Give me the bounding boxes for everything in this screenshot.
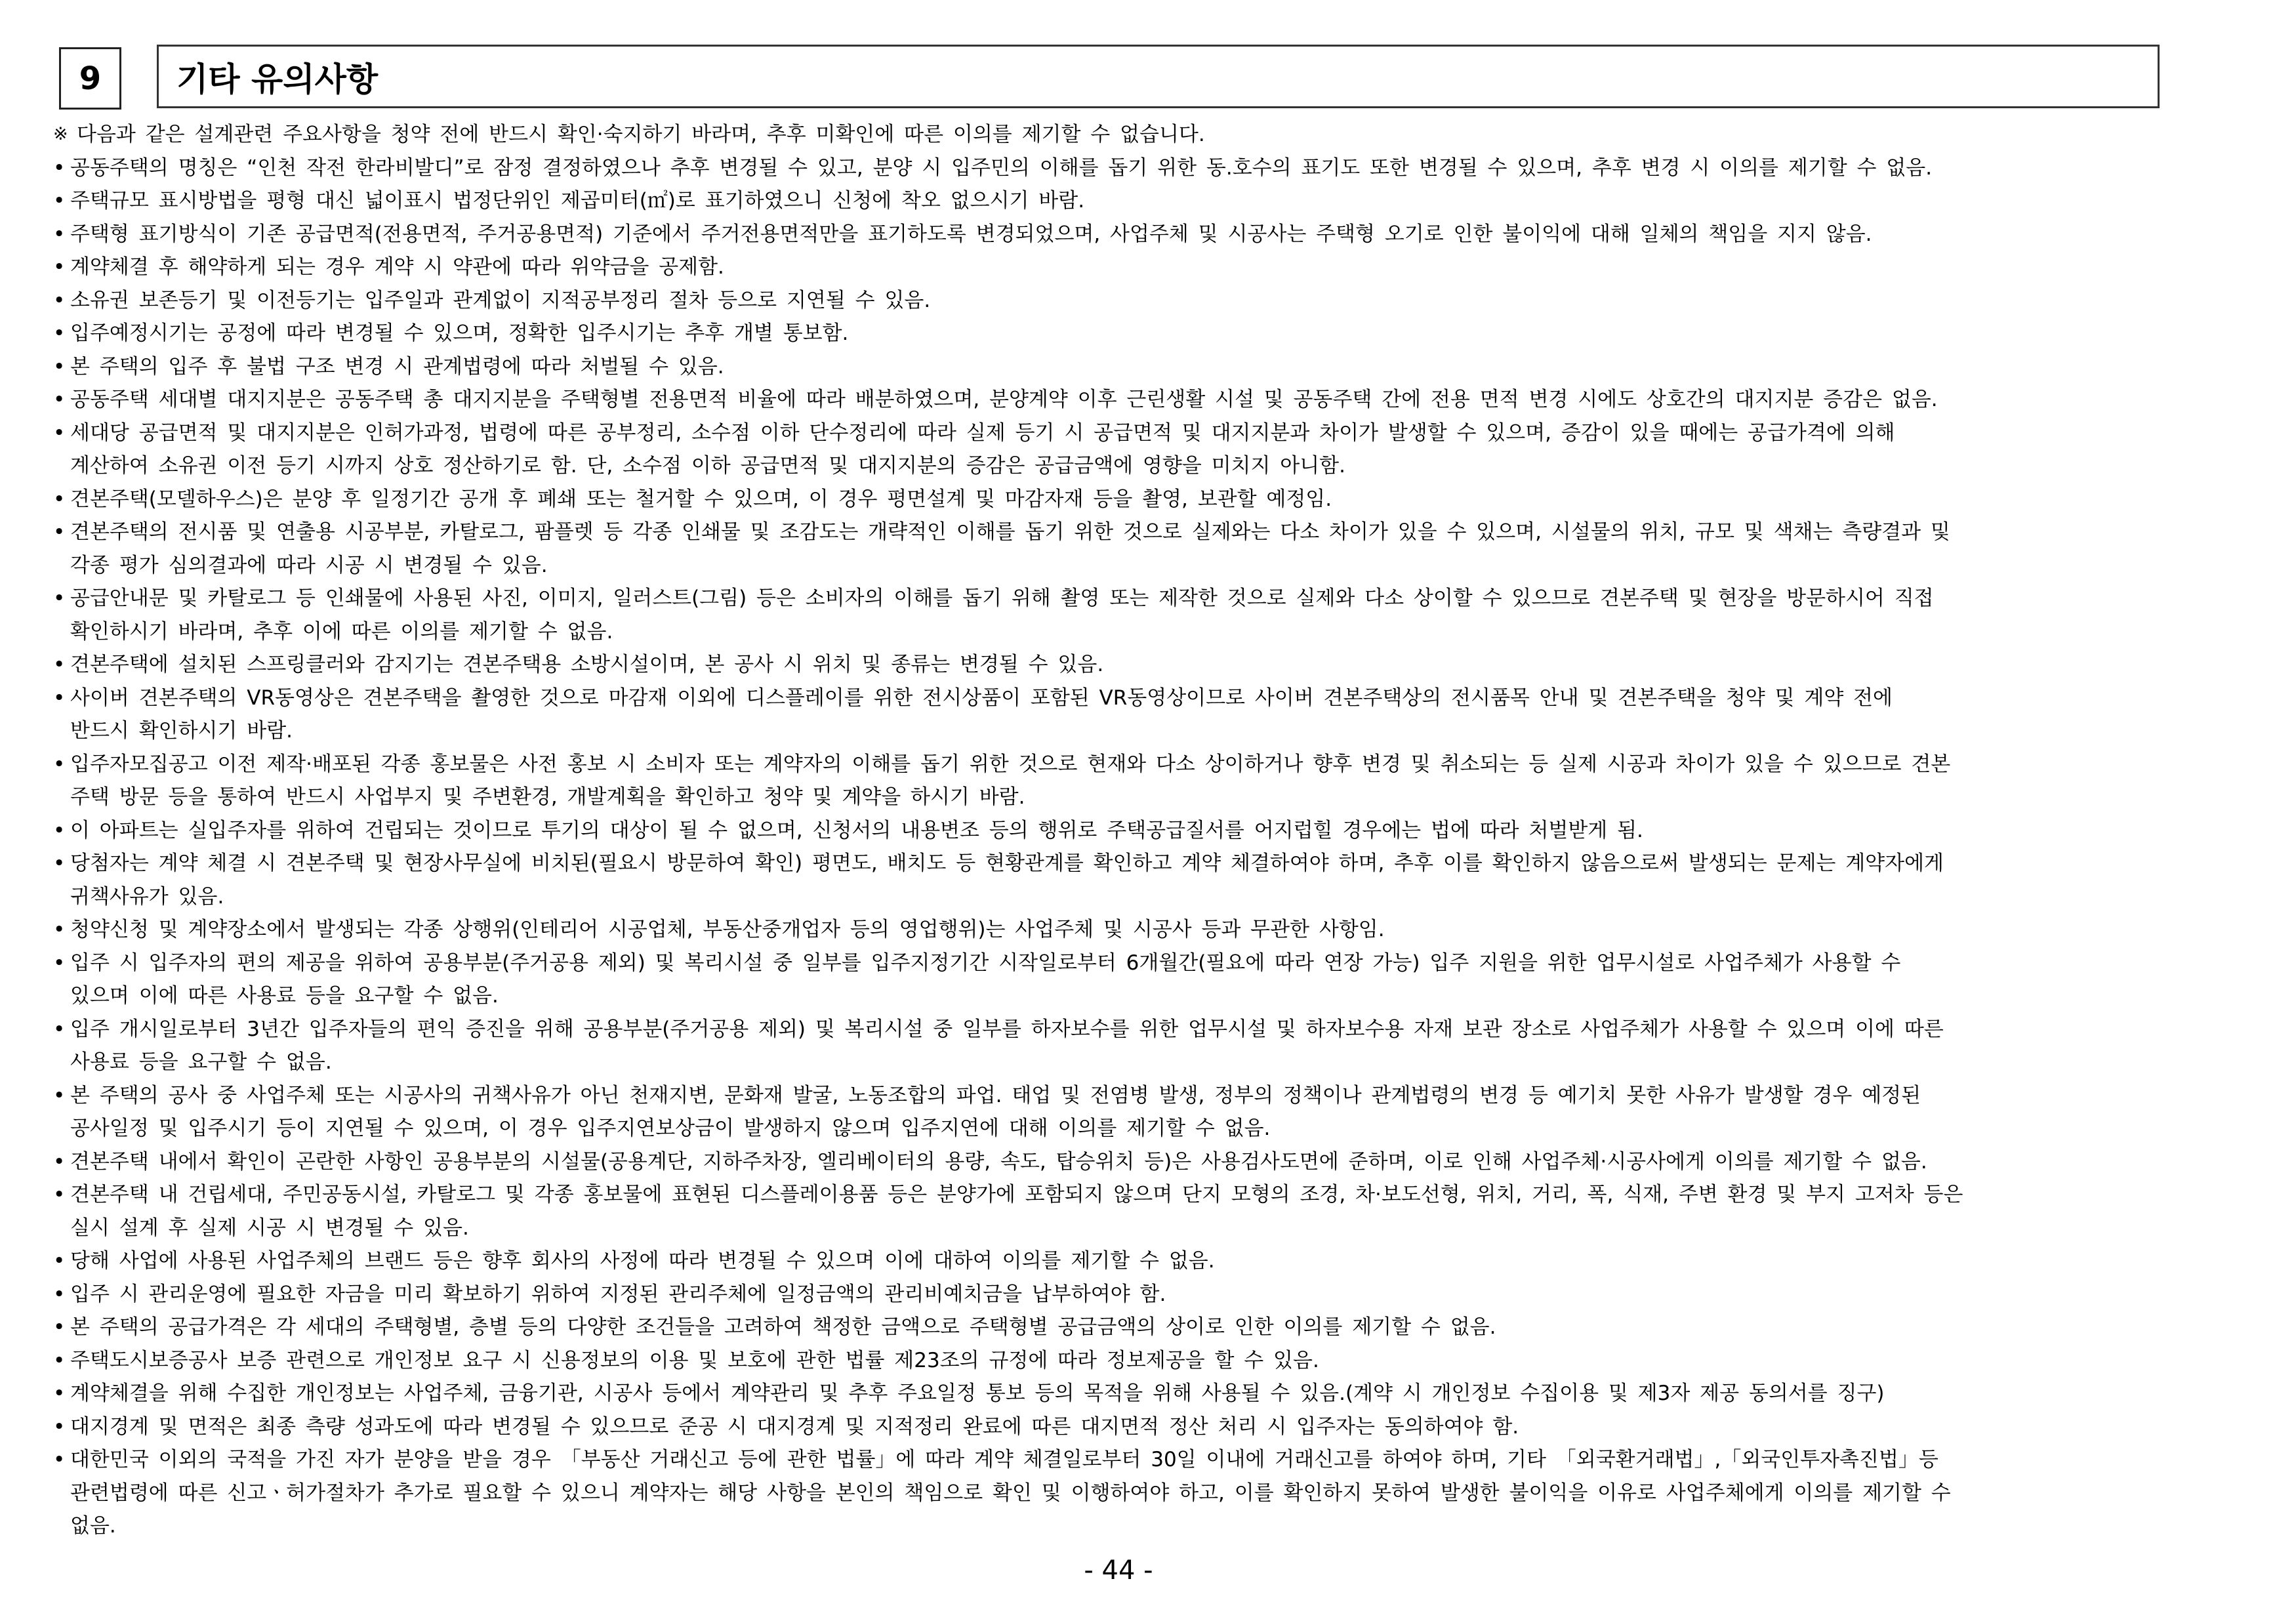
note-item [53,1145,2192,1179]
note-item [53,284,2192,318]
bullet-icon: • [53,1083,66,1107]
note-line: 청약신청 및 계약장소에서 발생되는 각종 상행위(인테리어 시공업체, 부동산중개업자 등의 영업행위)는 사업주체 및 시공사 등과 무관한 사항임. [70,918,1385,941]
note-line: 세대당 공급면적 및 대지지분은 인허가과정, 법령에 따른 공부정리, 소수점 이하 단수정리에 따라 실제 등기 시 공급면적 및 대지지분과 차이가 발생할 수 있으며, 증감이 있을 때에는 공급가격에 의해 [70,421,1895,445]
bullet-icon: • [53,818,66,842]
note-item [53,152,2192,185]
notes-list [53,118,2192,1543]
bullet-icon: • [53,189,66,213]
bullet-icon: • [53,421,66,445]
bullet-icon: • [53,1149,66,1174]
note-item [53,913,2192,947]
note-line: 계약체결을 위해 수집한 개인정보는 사업주체, 금융기관, 시공사 등에서 계약관리 및 추후 주요일정 통보 등의 목적을 위해 사용될 수 있음.(계약 시 개인정보 수집이용 및 제3자 제공 동의서를 징구) [70,1382,1885,1405]
note-line: 주택 방문 등을 통하여 반드시 사업부지 및 주변환경, 개발계획을 확인하고 청약 및 계약을 하시기 바람. [70,785,1025,809]
bullet-icon: • [53,1414,66,1439]
bullet-icon: • [53,653,66,676]
bullet-icon: • [53,951,66,975]
note-item [53,1410,2192,1444]
note-item [53,1311,2192,1344]
bullet-icon: • [53,1382,66,1405]
note-line: 귀책사유가 있음. [70,884,224,909]
reference-mark-icon: ※ [53,124,68,144]
section-title-text: 기타 유의사항 [176,60,379,98]
bullet-icon: • [53,354,66,379]
bullet-icon: • [53,155,66,180]
intro-notice [53,118,2192,152]
note-line: 견본주택 내에서 확인이 곤란한 사항인 공용부분의 시설물(공용계단, 지하주차장, 엘리베이터의 용량, 속도, 탑승위치 등)은 사용검사도면에 준하며, 이로 인해 사업주체·시공사에게 이의를 제기할 수 없음. [70,1149,1927,1174]
note-item [53,748,2192,814]
note-line: 실시 설계 후 실제 시공 시 변경될 수 있음. [70,1216,469,1240]
note-item [53,1344,2192,1378]
note-line: 확인하시기 바라며, 추후 이에 따른 이의를 제기할 수 없음. [70,619,613,644]
note-line: 반드시 확인하시기 바람. [70,719,293,743]
note-item [53,1377,2192,1410]
note-line: 당첨자는 계약 체결 시 견본주택 및 현장사무실에 비치된(필요시 방문하여 확인) 평면도, 배치도 등 현황관계를 확인하고 계약 체결하여야 하며, 추후 이를 확인하지 않음으로써 발생되는 문제는 계약자에게 [70,852,1944,875]
note-line: 입주 시 관리운영에 필요한 자금을 미리 확보하기 위하여 지정된 관리주체에 일정금액의 관리비예치금을 납부하여야 함. [70,1282,1166,1306]
note-line: 입주 개시일로부터 3년간 입주자들의 편익 증진을 위해 공용부분(주거공용 제외) 및 복리시설 중 일부를 하자보수를 위한 업무시설 및 하자보수용 자재 보관 장소로 사업주체가 사용할 수 있으며 이에 따른 [70,1017,1944,1041]
note-item [53,814,2192,848]
intro-line: 다음과 같은 설계관련 주요사항을 청약 전에 반드시 확인·숙지하기 바라며, 추후 미확인에 따른 이의를 제기할 수 없습니다. [77,123,1205,146]
section-number: 9 [59,47,121,110]
note-line: 관련법령에 따른 신고ㆍ허가절차가 추가로 필요할 수 있으니 계약자는 해당 사항을 본인의 책임으로 확인 및 이행하여야 하고, 이를 확인하지 못하여 발생한 불이익을 이유로 사업주체에게 이의를 제기할 수 [70,1481,1951,1505]
note-line: 견본주택(모델하우스)은 분양 후 일정기간 공개 후 폐쇄 또는 철거할 수 있으며, 이 경우 평면설계 및 마감자재 등을 촬영, 보관할 예정임. [70,487,1332,511]
note-line: 계산하여 소유권 이전 등기 시까지 상호 정산하기로 함. 단, 소수점 이하 공급면적 및 대지지분의 증감은 공급금액에 영향을 미치지 아니함. [70,454,1345,478]
bullet-icon: • [53,852,66,875]
note-item [53,847,2192,913]
note-line: 입주예정시기는 공정에 따라 변경될 수 있으며, 정확한 입주시기는 추후 개별 통보함. [70,321,849,345]
note-item [53,947,2192,1013]
bullet-icon: • [53,487,66,511]
note-item [53,317,2192,350]
bullet-icon: • [53,686,66,710]
bullet-icon: • [53,288,66,312]
note-line: 공동주택의 명칭은 “인천 작전 한라비발디”로 잠정 결정하였으나 추후 변경될 수 있고, 분양 시 입주민의 이해를 돕기 위한 동.호수의 표기도 또한 변경될 수 있으며, 추후 변경 시 이의를 제기할 수 없음. [70,155,1933,180]
bullet-icon: • [53,1249,66,1273]
note-line: 사용료 등을 요구할 수 없음. [70,1050,332,1074]
note-item [53,516,2192,582]
note-line: 없음. [70,1514,116,1538]
note-item [53,1013,2192,1079]
note-item [53,218,2192,251]
bullet-icon: • [53,1315,66,1339]
note-line: 견본주택에 설치된 스프링클러와 감지기는 견본주택용 소방시설이며, 본 공사 시 위치 및 종류는 변경될 수 있음. [70,653,1104,676]
note-item [53,251,2192,284]
note-line: 각종 평가 심의결과에 따라 시공 시 변경될 수 있음. [70,553,548,577]
bullet-icon: • [53,222,66,246]
note-line: 견본주택의 전시품 및 연출용 시공부분, 카탈로그, 팜플렛 등 각종 인쇄물 및 조감도는 개략적인 이해를 돕기 위한 것으로 실제와는 다소 차이가 있을 수 있으며, 시설물의 위치, 규모 및 색채는 측량결과 및 [70,520,1950,544]
note-line: 있으며 이에 따른 사용료 등을 요구할 수 없음. [70,984,499,1008]
bullet-icon: • [53,1348,66,1372]
note-line: 본 주택의 공사 중 사업주체 또는 시공사의 귀책사유가 아닌 천재지변, 문화재 발굴, 노동조합의 파업. 태업 및 전염병 발생, 정부의 정책이나 관계법령의 변경 등 예기치 못한 사유가 발생할 경우 예정된 [70,1083,1921,1107]
note-line: 계약체결 후 해약하게 되는 경우 계약 시 약관에 따라 위약금을 공제함. [70,255,724,279]
bullet-icon: • [53,1282,66,1306]
note-line: 공동주택 세대별 대지지분은 공동주택 총 대지지분을 주택형별 전용면적 비율에 따라 배분하였으며, 분양계약 이후 근린생활 시설 및 공동주택 간에 전용 면적 변경 시에도 상호간의 대지지분 증감은 없음. [70,388,1938,411]
note-item [53,1079,2192,1145]
note-line: 대한민국 이외의 국적을 가진 자가 분양을 받을 경우 「부동산 거래신고 등에 관한 법률」에 따라 계약 체결일로부터 30일 이내에 거래신고를 하여야 하며, 기타 「외국환거래법」,「외국인투자촉진법」등 [70,1448,1938,1471]
note-line: 주택형 표기방식이 기존 공급면적(전용면적, 주거공용면적) 기준에서 주거전용면적만을 표기하도록 변경되었으며, 사업주체 및 시공사는 주택형 오기로 인한 불이익에 대해 일체의 책임을 지지 않음. [70,222,1872,246]
note-line: 사이버 견본주택의 VR동영상은 견본주택을 촬영한 것으로 마감재 이외에 디스플레이를 위한 전시상품이 포함된 VR동영상이므로 사이버 견본주택상의 전시품목 안내 및 견본주택을 청약 및 계약 전에 [70,686,1893,710]
note-item [53,184,2192,218]
bullet-icon: • [53,255,66,279]
note-line: 당해 사업에 사용된 사업주체의 브랜드 등은 향후 회사의 사정에 따라 변경될 수 있으며 이에 대하여 이의를 제기할 수 없음. [70,1249,1215,1273]
bullet-icon: • [53,918,66,941]
note-item [53,648,2192,682]
note-item [53,1443,2192,1543]
bullet-icon: • [53,321,66,345]
bullet-icon: • [53,586,66,610]
note-item [53,682,2192,748]
note-line: 견본주택 내 건립세대, 주민공동시설, 카탈로그 및 각종 홍보물에 표현된 디스플레이용품 등은 분양가에 포함되지 않으며 단지 모형의 조경, 차·보도선형, 위치, 거리, 폭, 식재, 주변 환경 및 부지 고저차 등은 [70,1183,1963,1206]
note-line: 입주자모집공고 이전 제작·배포된 각종 홍보물은 사전 홍보 시 소비자 또는 계약자의 이해를 돕기 위한 것으로 현재와 다소 상이하거나 향후 변경 및 취소되는 등 실제 시공과 차이가 있을 수 있으므로 견본 [70,752,1951,776]
note-line: 입주 시 입주자의 편의 제공을 위하여 공용부분(주거공용 제외) 및 복리시설 중 일부를 입주지정기간 시작일로부터 6개월간(필요에 따라 연장 가능) 입주 지원을 위한 업무시설로 사업주체가 사용할 수 [70,951,1901,975]
bullet-icon: • [53,1017,66,1041]
note-item [53,1244,2192,1278]
note-item [53,383,2192,417]
bullet-icon: • [53,388,66,411]
note-line: 주택규모 표시방법을 평형 대신 넓이표시 법정단위인 제곱미터(㎡)로 표기하였으니 신청에 착오 없으시기 바람. [70,189,1085,213]
note-line: 소유권 보존등기 및 이전등기는 입주일과 관계없이 지적공부정리 절차 등으로 지연될 수 있음. [70,288,931,312]
bullet-icon: • [53,1448,66,1471]
note-line: 공급안내문 및 카탈로그 등 인쇄물에 사용된 사진, 이미지, 일러스트(그림) 등은 소비자의 이해를 돕기 위해 촬영 또는 제작한 것으로 실제와 다소 상이할 수 있으므로 견본주택 및 현장을 방문하시어 직접 [70,586,1934,610]
bullet-icon: • [53,752,66,776]
note-line: 공사일정 및 입주시기 등이 지연될 수 있으며, 이 경우 입주지연보상금이 발생하지 않으며 입주지연에 대해 이의를 제기할 수 없음. [70,1117,1271,1140]
page-number: - 44 - [1084,1555,1153,1586]
section-title [157,45,2160,108]
note-line: 주택도시보증공사 보증 관련으로 개인정보 요구 시 신용정보의 이용 및 보호에 관한 법률 제23조의 규정에 따라 정보제공을 할 수 있음. [70,1348,1319,1372]
note-line: 대지경계 및 면적은 최종 측량 성과도에 따라 변경될 수 있으므로 준공 시 대지경계 및 지적정리 완료에 따른 대지면적 정산 처리 시 입주자는 동의하여야 함. [70,1414,1519,1439]
note-item [53,1278,2192,1311]
note-item [53,582,2192,648]
bullet-icon: • [53,1183,66,1206]
note-item [53,483,2192,516]
note-item [53,1178,2192,1244]
bullet-icon: • [53,520,66,544]
note-item [53,350,2192,384]
note-line: 본 주택의 입주 후 불법 구조 변경 시 관계법령에 따라 처벌될 수 있음. [70,354,724,379]
note-line: 본 주택의 공급가격은 각 세대의 주택형별, 층별 등의 다양한 조건들을 고려하여 책정한 금액으로 주택형별 공급금액의 상이로 인한 이의를 제기할 수 없음. [70,1315,1496,1339]
note-line: 이 아파트는 실입주자를 위하여 건립되는 것이므로 투기의 대상이 될 수 없으며, 신청서의 내용변조 등의 행위로 주택공급질서를 어지럽힐 경우에는 법에 따라 처벌받게 됨. [70,818,1643,842]
note-item [53,417,2192,483]
